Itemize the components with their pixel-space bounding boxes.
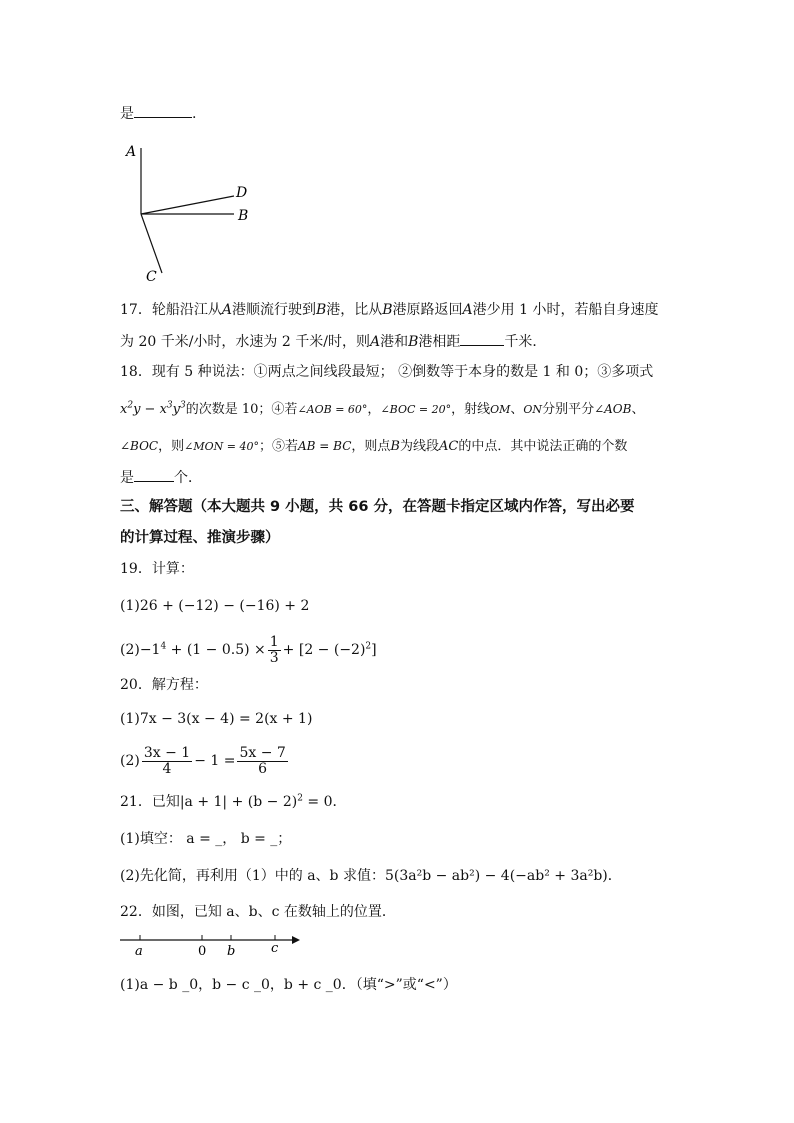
q17-text: 17．轮船沿江从 bbox=[120, 302, 222, 318]
fraction-right bbox=[237, 746, 287, 777]
q21-part2 bbox=[120, 866, 622, 886]
label-A: A bbox=[126, 144, 137, 160]
exponent: 4 bbox=[160, 641, 167, 652]
q18-text: ，射线 bbox=[451, 402, 491, 417]
denominator: 3 bbox=[269, 649, 279, 666]
q22-title: 22．如图，已知 a、b、c 在数轴上的位置． bbox=[120, 904, 396, 920]
q17-blank bbox=[460, 331, 504, 346]
q16-text: 是 bbox=[120, 106, 134, 122]
q18-line3 bbox=[120, 436, 627, 457]
var-A: A bbox=[462, 302, 473, 318]
q20-title: 20．解方程： bbox=[120, 677, 208, 693]
q18-text: 的次数是 10；④若 bbox=[185, 402, 298, 417]
angle-boc-20: ∠BOC = 20° bbox=[380, 403, 452, 416]
q17-text: 港顺流行驶到 bbox=[231, 302, 316, 318]
axis-zero: 0 bbox=[198, 944, 207, 959]
q18-line2 bbox=[120, 399, 644, 420]
q17-text: 港相距 bbox=[418, 334, 461, 350]
var-B: B bbox=[382, 302, 393, 318]
point-b: B bbox=[390, 439, 400, 454]
q18-text: 、 bbox=[510, 402, 524, 417]
var-B: B bbox=[315, 302, 327, 318]
axis-c: c bbox=[271, 941, 279, 956]
q16-answer-line bbox=[120, 103, 196, 124]
fraction-one-third bbox=[268, 635, 281, 666]
q18-text: 的中点．其中说法正确的个数 bbox=[458, 439, 628, 454]
angle-aob: ∠AOB bbox=[594, 402, 632, 416]
label-B: B bbox=[238, 208, 249, 224]
angle-boc: ∠BOC bbox=[120, 439, 159, 453]
angle-mon: ∠MON = 40° bbox=[184, 440, 259, 453]
q21-text: 21．已知 bbox=[120, 794, 180, 810]
fraction-left bbox=[142, 746, 192, 777]
q18-text: ，则 bbox=[158, 439, 185, 454]
polynomial: $x^2y - x^3y^3$ bbox=[120, 400, 186, 417]
q16-period: . bbox=[192, 106, 197, 122]
q22-text: ”或“ bbox=[395, 977, 424, 993]
ray-on: ON bbox=[523, 403, 543, 416]
section3-heading-line1: 三、解答题（本大题共 9 小题，共 66 分，在答题卡指定区域内作答，写出必要 bbox=[120, 499, 635, 515]
q17-line2 bbox=[120, 331, 546, 352]
label-D: D bbox=[236, 185, 248, 201]
q19-text: + [2 − (−2) bbox=[282, 642, 366, 658]
q18-line4 bbox=[120, 467, 202, 488]
q20-text: (2) bbox=[120, 753, 140, 769]
var-A: A bbox=[221, 302, 232, 318]
q22-part1 bbox=[120, 975, 457, 995]
q21-math: |a + 1| + (b − 2) bbox=[179, 794, 298, 810]
axis-a: a bbox=[135, 944, 143, 959]
segment-ac: AC bbox=[438, 439, 459, 454]
q17-text: 为 20 千米/小时，水速为 2 千米/时，则 bbox=[120, 334, 370, 350]
section3-heading-line2: 的计算过程、推演步骤） bbox=[120, 530, 280, 546]
numerator: 1 bbox=[269, 633, 279, 650]
q18-text: 为线段 bbox=[399, 439, 439, 454]
q19-text: ] bbox=[371, 642, 377, 658]
q22-text: > bbox=[383, 977, 396, 993]
var-A: A bbox=[369, 334, 381, 350]
number-line bbox=[118, 930, 308, 960]
q20-part2 bbox=[120, 743, 290, 779]
exponent: 2 bbox=[365, 641, 372, 652]
ab-eq-bc: AB = BC bbox=[298, 439, 352, 453]
numerator: 5x − 7 bbox=[239, 744, 286, 761]
ray-om: OM bbox=[490, 403, 511, 416]
denominator: 6 bbox=[258, 760, 268, 777]
q20-text: − 1 = bbox=[194, 753, 236, 769]
q17-line1 bbox=[120, 300, 658, 320]
q18-text: 个． bbox=[174, 470, 202, 486]
q22-text: (1)a − b _0，b − c _0，b + c _0．（填“ bbox=[120, 977, 384, 993]
q19-text: (2)−1 bbox=[120, 642, 161, 658]
q18-text: ；⑤若 bbox=[258, 439, 298, 454]
q17-text: 港，比从 bbox=[326, 302, 383, 318]
angle-aob-60: ∠AOB = 60° bbox=[297, 403, 368, 416]
q17-text: 千米． bbox=[504, 334, 547, 350]
q18-line1: 18．现有 5 种说法：①两点之间线段最短； ②倒数等于本身的数是 1 和 0；③多项式 bbox=[120, 364, 654, 380]
q18-text: 分别平分 bbox=[542, 402, 595, 417]
numerator: 3x − 1 bbox=[143, 744, 191, 761]
q19-part2 bbox=[120, 632, 377, 668]
q18-blank bbox=[134, 467, 174, 482]
q22-text: < bbox=[423, 977, 436, 993]
q19-title: 19．计算： bbox=[120, 561, 194, 577]
q20-part1: (1)7x − 3(x − 4) = 2(x + 1) bbox=[120, 711, 313, 727]
q21-text: (2)先化简，再利用（1）中的 a、b 求值： bbox=[120, 868, 385, 884]
q18-text: 是 bbox=[120, 470, 134, 486]
q17-text: 港原路返回 bbox=[392, 302, 463, 318]
q18-text: 、 bbox=[631, 402, 645, 417]
q19-text: + (1 − 0.5) × bbox=[166, 642, 266, 658]
axis-b: b bbox=[227, 944, 236, 959]
q21-part1: (1)填空： a = _， b = _； bbox=[120, 831, 292, 847]
angle-figure bbox=[120, 138, 260, 288]
label-C: C bbox=[146, 269, 157, 285]
q16-blank bbox=[134, 103, 192, 118]
q21-title bbox=[120, 792, 346, 812]
q19-part1: (1)26 + (−12) − (−16) + 2 bbox=[120, 598, 310, 614]
q22-text: ”） bbox=[435, 977, 457, 993]
denominator: 4 bbox=[162, 760, 172, 777]
var-B: B bbox=[408, 334, 419, 350]
q18-text: ， bbox=[367, 402, 381, 417]
q17-text: 港少用 1 小时，若船自身速度 bbox=[472, 302, 659, 318]
q21-text: ． bbox=[607, 868, 622, 884]
q17-text: 港和 bbox=[380, 334, 409, 350]
exponent: 2 bbox=[297, 793, 303, 804]
q21-math: 5(3a²b − ab²) − 4(−ab² + 3a²b) bbox=[384, 868, 608, 884]
q18-text: ，则点 bbox=[351, 439, 391, 454]
q21-text: = 0． bbox=[302, 794, 347, 810]
